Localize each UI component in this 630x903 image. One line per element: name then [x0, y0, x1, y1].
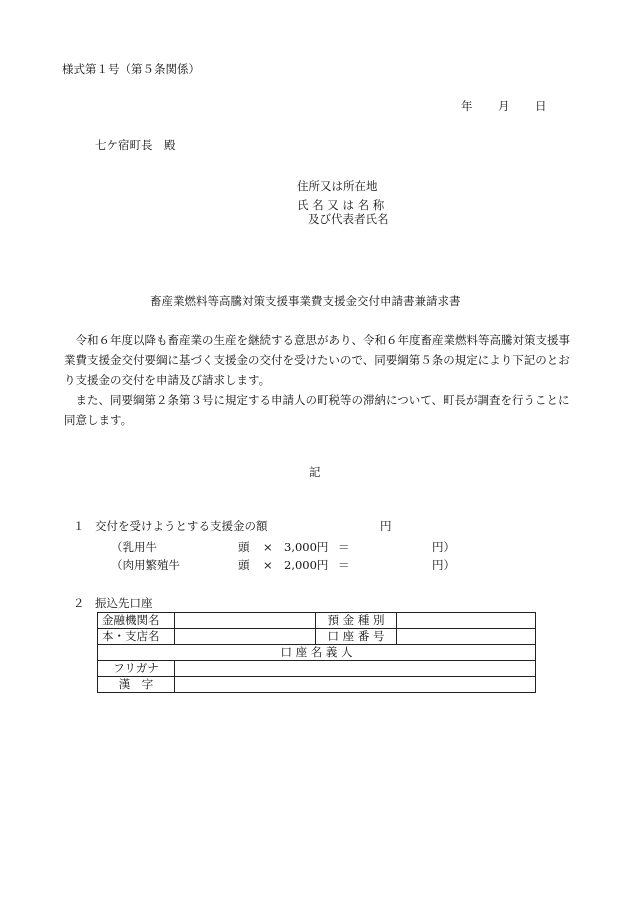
- dairy-rate: 3,000円: [284, 540, 329, 554]
- representative-label: 及び代表者氏名: [308, 212, 389, 226]
- body-paragraph-1: 令和６年度以降も畜産業の生産を継続する意思があり、令和６年度畜産業燃料等高騰対策支援事業費支援金交付要綱に基づく支援金の交付を受けたいので、同要綱第５条の規定により下記のとおり支援金の交付を申請及び請求します。: [64, 333, 570, 387]
- table-row: [98, 629, 536, 645]
- item1-number: １: [73, 519, 85, 533]
- table-row: [98, 645, 536, 661]
- deposit-type-label: 預 金 種 別: [316, 613, 397, 629]
- account-number-label: 口 座 番 号: [316, 629, 397, 645]
- deposit-type-field[interactable]: [397, 613, 536, 629]
- branch-field[interactable]: [175, 629, 316, 645]
- furigana-label: フリガナ: [98, 661, 175, 677]
- item2-number: ２: [73, 596, 85, 610]
- beef-head-unit: 頭: [238, 558, 250, 572]
- body-text: [64, 330, 572, 430]
- item1-label: 交付を受けようとする支援金の額: [95, 519, 268, 533]
- date-day-label: 日: [535, 99, 547, 113]
- table-row: [98, 677, 536, 693]
- branch-label: 本・支店名: [98, 629, 175, 645]
- form-number: 様式第１号（第５条関係）: [62, 62, 200, 76]
- table-row: [98, 661, 536, 677]
- bank-name-field[interactable]: [175, 613, 316, 629]
- table-row: [98, 613, 536, 629]
- account-holder-label: 口 座 名 義 人: [98, 645, 536, 661]
- item1-unit: 円: [380, 519, 392, 533]
- body-paragraph-2: また、同要綱第２条第３号に規定する申請人の町税等の滞納について、町長が調査を行うことに同意します。: [64, 393, 570, 427]
- beef-rate: 2,000円: [284, 558, 329, 572]
- bank-name-label: 金融機関名: [98, 613, 175, 629]
- beef-equals: ＝: [338, 558, 350, 572]
- beef-category: （肉用繁殖牛: [111, 558, 180, 572]
- account-number-field[interactable]: [397, 629, 536, 645]
- bank-account-table: [97, 612, 536, 693]
- document-title: 畜産業燃料等高騰対策支援事業費支援金交付申請書兼請求書: [150, 294, 461, 308]
- furigana-field[interactable]: [175, 661, 536, 677]
- dairy-result-unit: 円）: [432, 540, 455, 554]
- dairy-category: （乳用牛: [111, 540, 157, 554]
- name-label: 氏 名 又 は 名 称: [297, 198, 385, 212]
- beef-times: ×: [263, 558, 273, 572]
- kanji-label: 漢 字: [98, 677, 175, 693]
- address-label: 住所又は所在地: [297, 179, 378, 193]
- date-month-label: 月: [498, 99, 510, 113]
- dairy-head-unit: 頭: [238, 540, 250, 554]
- item2-label: 振込先口座: [95, 596, 153, 610]
- beef-result-unit: 円）: [432, 558, 455, 572]
- dairy-times: ×: [263, 540, 273, 554]
- date-year-label: 年: [461, 99, 473, 113]
- addressee: 七ケ宿町長 殿: [95, 138, 176, 152]
- dairy-equals: ＝: [338, 540, 350, 554]
- ki-heading: 記: [309, 465, 321, 479]
- kanji-field[interactable]: [175, 677, 536, 693]
